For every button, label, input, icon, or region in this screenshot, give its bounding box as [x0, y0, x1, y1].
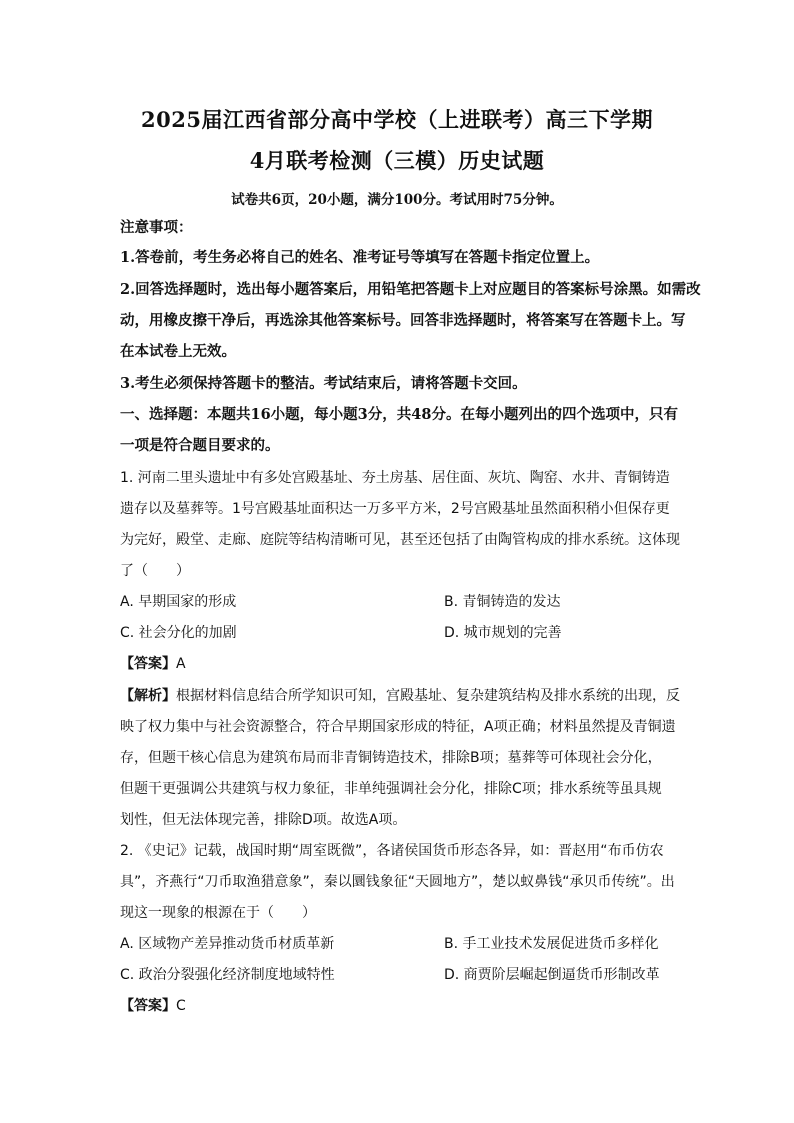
q1-analysis-line3: 存，但题干核心信息为建筑布局而非青铜铸造技术，排除B项；墓葬等可体现社会分化，: [120, 750, 662, 766]
q1-analysis-text-1: 根据材料信息结合所学知识可知，宫殿基址、复杂建筑结构及排水系统的出现，反: [176, 688, 680, 704]
exam-title-line2: 4月联考检测（三模）历史试题: [249, 148, 545, 173]
notice-item-2-cont: 动，用橡皮擦干净后，再选涂其他答案标号。回答非选择题时，将答案写在答题卡上。写: [120, 312, 686, 329]
q2-option-c: C. 政治分裂强化经济制度地域特性: [120, 967, 335, 983]
notice-heading: 注意事项：: [120, 219, 193, 236]
notice-item-3: 3.考生必须保持答题卡的整洁。考试结束后，请将答题卡交回。: [120, 375, 527, 392]
section-heading-cont: 一项是符合题目要求的。: [120, 437, 280, 454]
q1-stem-line4: 了（ ）: [120, 563, 190, 579]
q1-option-b: B. 青铜铸造的发达: [444, 594, 561, 610]
q1-option-a: A. 早期国家的形成: [120, 594, 237, 610]
q1-answer-label: 【答案】: [120, 656, 176, 672]
q2-stem-line2: 具”，齐燕行“刀币取渔猎意象”，秦以圜钱象征“天圆地方”，楚以蚁鼻钱“承贝币传统”。出: [120, 874, 675, 890]
q2-answer-value: C: [176, 998, 186, 1014]
q1-analysis-line2: 映了权力集中与社会资源整合，符合早期国家形成的特征，A项正确；材料虽然提及青铜遗: [120, 719, 676, 735]
exam-subtitle: 试卷共6页，20小题，满分100分。考试用时75分钟。: [231, 192, 563, 208]
q1-stem-line2: 遗存以及墓葬等。1号宫殿基址面积达一万多平方米，2号宫殿基址虽然面积稍小但保存更: [120, 501, 670, 517]
q2-answer-label: 【答案】: [120, 998, 176, 1014]
q1-stem-line1: 1. 河南二里头遗址中有多处宫殿基址、夯土房基、居住面、灰坑、陶窑、水井、青铜铸造: [120, 470, 670, 486]
notice-item-2-end: 在本试卷上无效。: [120, 343, 236, 360]
q1-option-c: C. 社会分化的加剧: [120, 625, 237, 641]
q1-answer: [120, 654, 680, 674]
exam-title-line1: 2025届江西省部分高中学校（上进联考）高三下学期: [141, 107, 653, 132]
notice-item-2: 2.回答选择题时，选出每小题答案后，用铅笔把答题卡上对应题目的答案标号涂黑。如需改: [120, 281, 701, 298]
q2-option-b: B. 手工业技术发展促进货币多样化: [444, 936, 659, 952]
q1-analysis-line1: [120, 686, 680, 706]
q1-analysis-line5: 划性，但无法体现完善，排除D项。故选A项。: [120, 812, 407, 828]
q2-option-d: D. 商贾阶层崛起倒逼货币形制改革: [444, 967, 660, 983]
q1-option-d: D. 城市规划的完善: [444, 625, 562, 641]
notice-item-1: 1.答卷前，考生务必将自己的姓名、准考证号等填写在答题卡指定位置上。: [120, 249, 600, 266]
q1-analysis-label: 【解析】: [120, 688, 176, 704]
section-heading: 一、选择题：本题共16小题，每小题3分，共48分。在每小题列出的四个选项中，只有: [120, 406, 678, 423]
q1-answer-value: A: [176, 656, 186, 672]
q2-stem-line1: 2. 《史记》记载，战国时期“周室既微”，各诸侯国货币形态各异，如：晋赵用“布币仿农: [120, 843, 664, 859]
q2-answer: [120, 996, 680, 1016]
q2-option-a: A. 区域物产差异推动货币材质革新: [120, 936, 335, 952]
q2-stem-line3: 现这一现象的根源在于（ ）: [120, 905, 316, 921]
q1-analysis-line4: 但题干更强调公共建筑与权力象征，非单纯强调社会分化，排除C项；排水系统等虽具规: [120, 781, 662, 797]
q1-stem-line3: 为完好，殿堂、走廊、庭院等结构清晰可见，甚至还包括了由陶管构成的排水系统。这体现: [120, 532, 680, 548]
